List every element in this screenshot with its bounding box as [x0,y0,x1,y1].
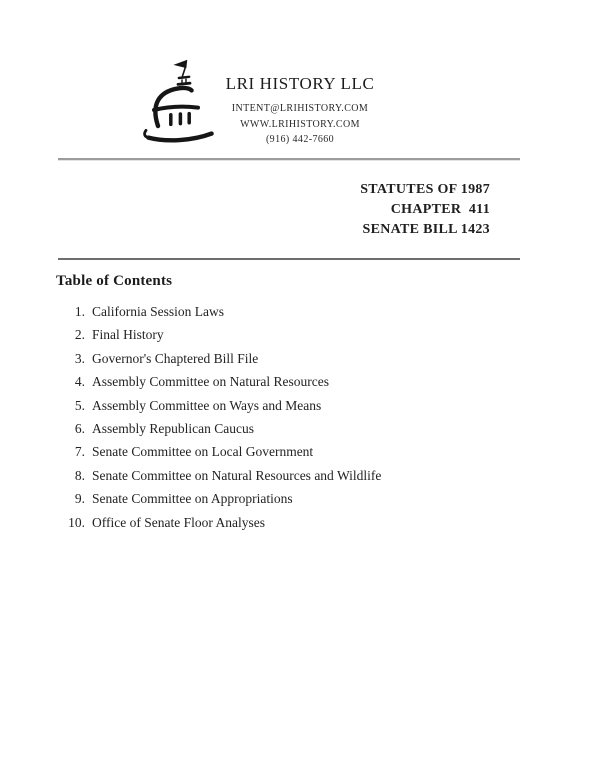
divider-top [58,158,520,161]
toc-item-label: Senate Committee on Local Government [92,444,314,460]
toc-item-number: 9. [74,491,85,507]
letterhead [205,74,395,148]
toc-item [58,375,538,398]
toc-item-number: 3. [74,350,85,366]
toc-item-label: Office of Senate Floor Analyses [92,514,265,530]
contact-block [205,101,395,148]
contact-phone: (916) 442-7660 [265,134,335,145]
statutes-line: STATUTES OF 1987 [360,182,490,197]
toc-item [58,399,538,422]
toc-item-number: 5. [74,397,85,413]
statute-reference [360,180,490,240]
toc-item-label: Senate Committee on Natural Resources and Wildlife [92,467,382,483]
toc-item-label: Assembly Republican Caucus [92,420,254,436]
toc-item [58,422,538,445]
toc-list [58,305,538,539]
toc-item-number: 8. [74,467,85,483]
toc-item-label: Final History [92,327,164,343]
toc-item-label: California Session Laws [92,304,224,319]
toc-item-number: 1. [74,304,85,319]
toc-item-label: Assembly Committee on Ways and Means [92,397,322,413]
toc-item-number: 2. [74,327,85,343]
toc-item [58,328,538,351]
toc-item [58,492,538,515]
toc-item-label: Senate Committee on Appropriations [92,491,293,507]
contact-website: WWW.LRIHISTORY.COM [240,118,360,130]
toc-item-number: 4. [74,374,85,390]
toc-item [58,516,538,539]
toc-item-number: 6. [74,420,85,436]
toc-item-label: Governor's Chaptered Bill File [92,350,259,366]
toc-item [58,305,538,328]
chapter-line: CHAPTER 411 [390,202,490,217]
bill-line: SENATE BILL 1423 [362,222,490,237]
toc-item [58,445,538,468]
contact-email: INTENT@LRIHISTORY.COM [231,103,369,114]
toc-item [58,469,538,492]
toc-item-number: 10. [68,514,85,530]
toc-item-label: Assembly Committee on Natural Resources [92,374,329,390]
toc-title: Table of Contents [56,273,173,289]
company-name: LRI HISTORY LLC [225,74,375,93]
toc-item [58,352,538,375]
toc-item-number: 7. [74,444,85,460]
divider-middle [58,258,520,260]
